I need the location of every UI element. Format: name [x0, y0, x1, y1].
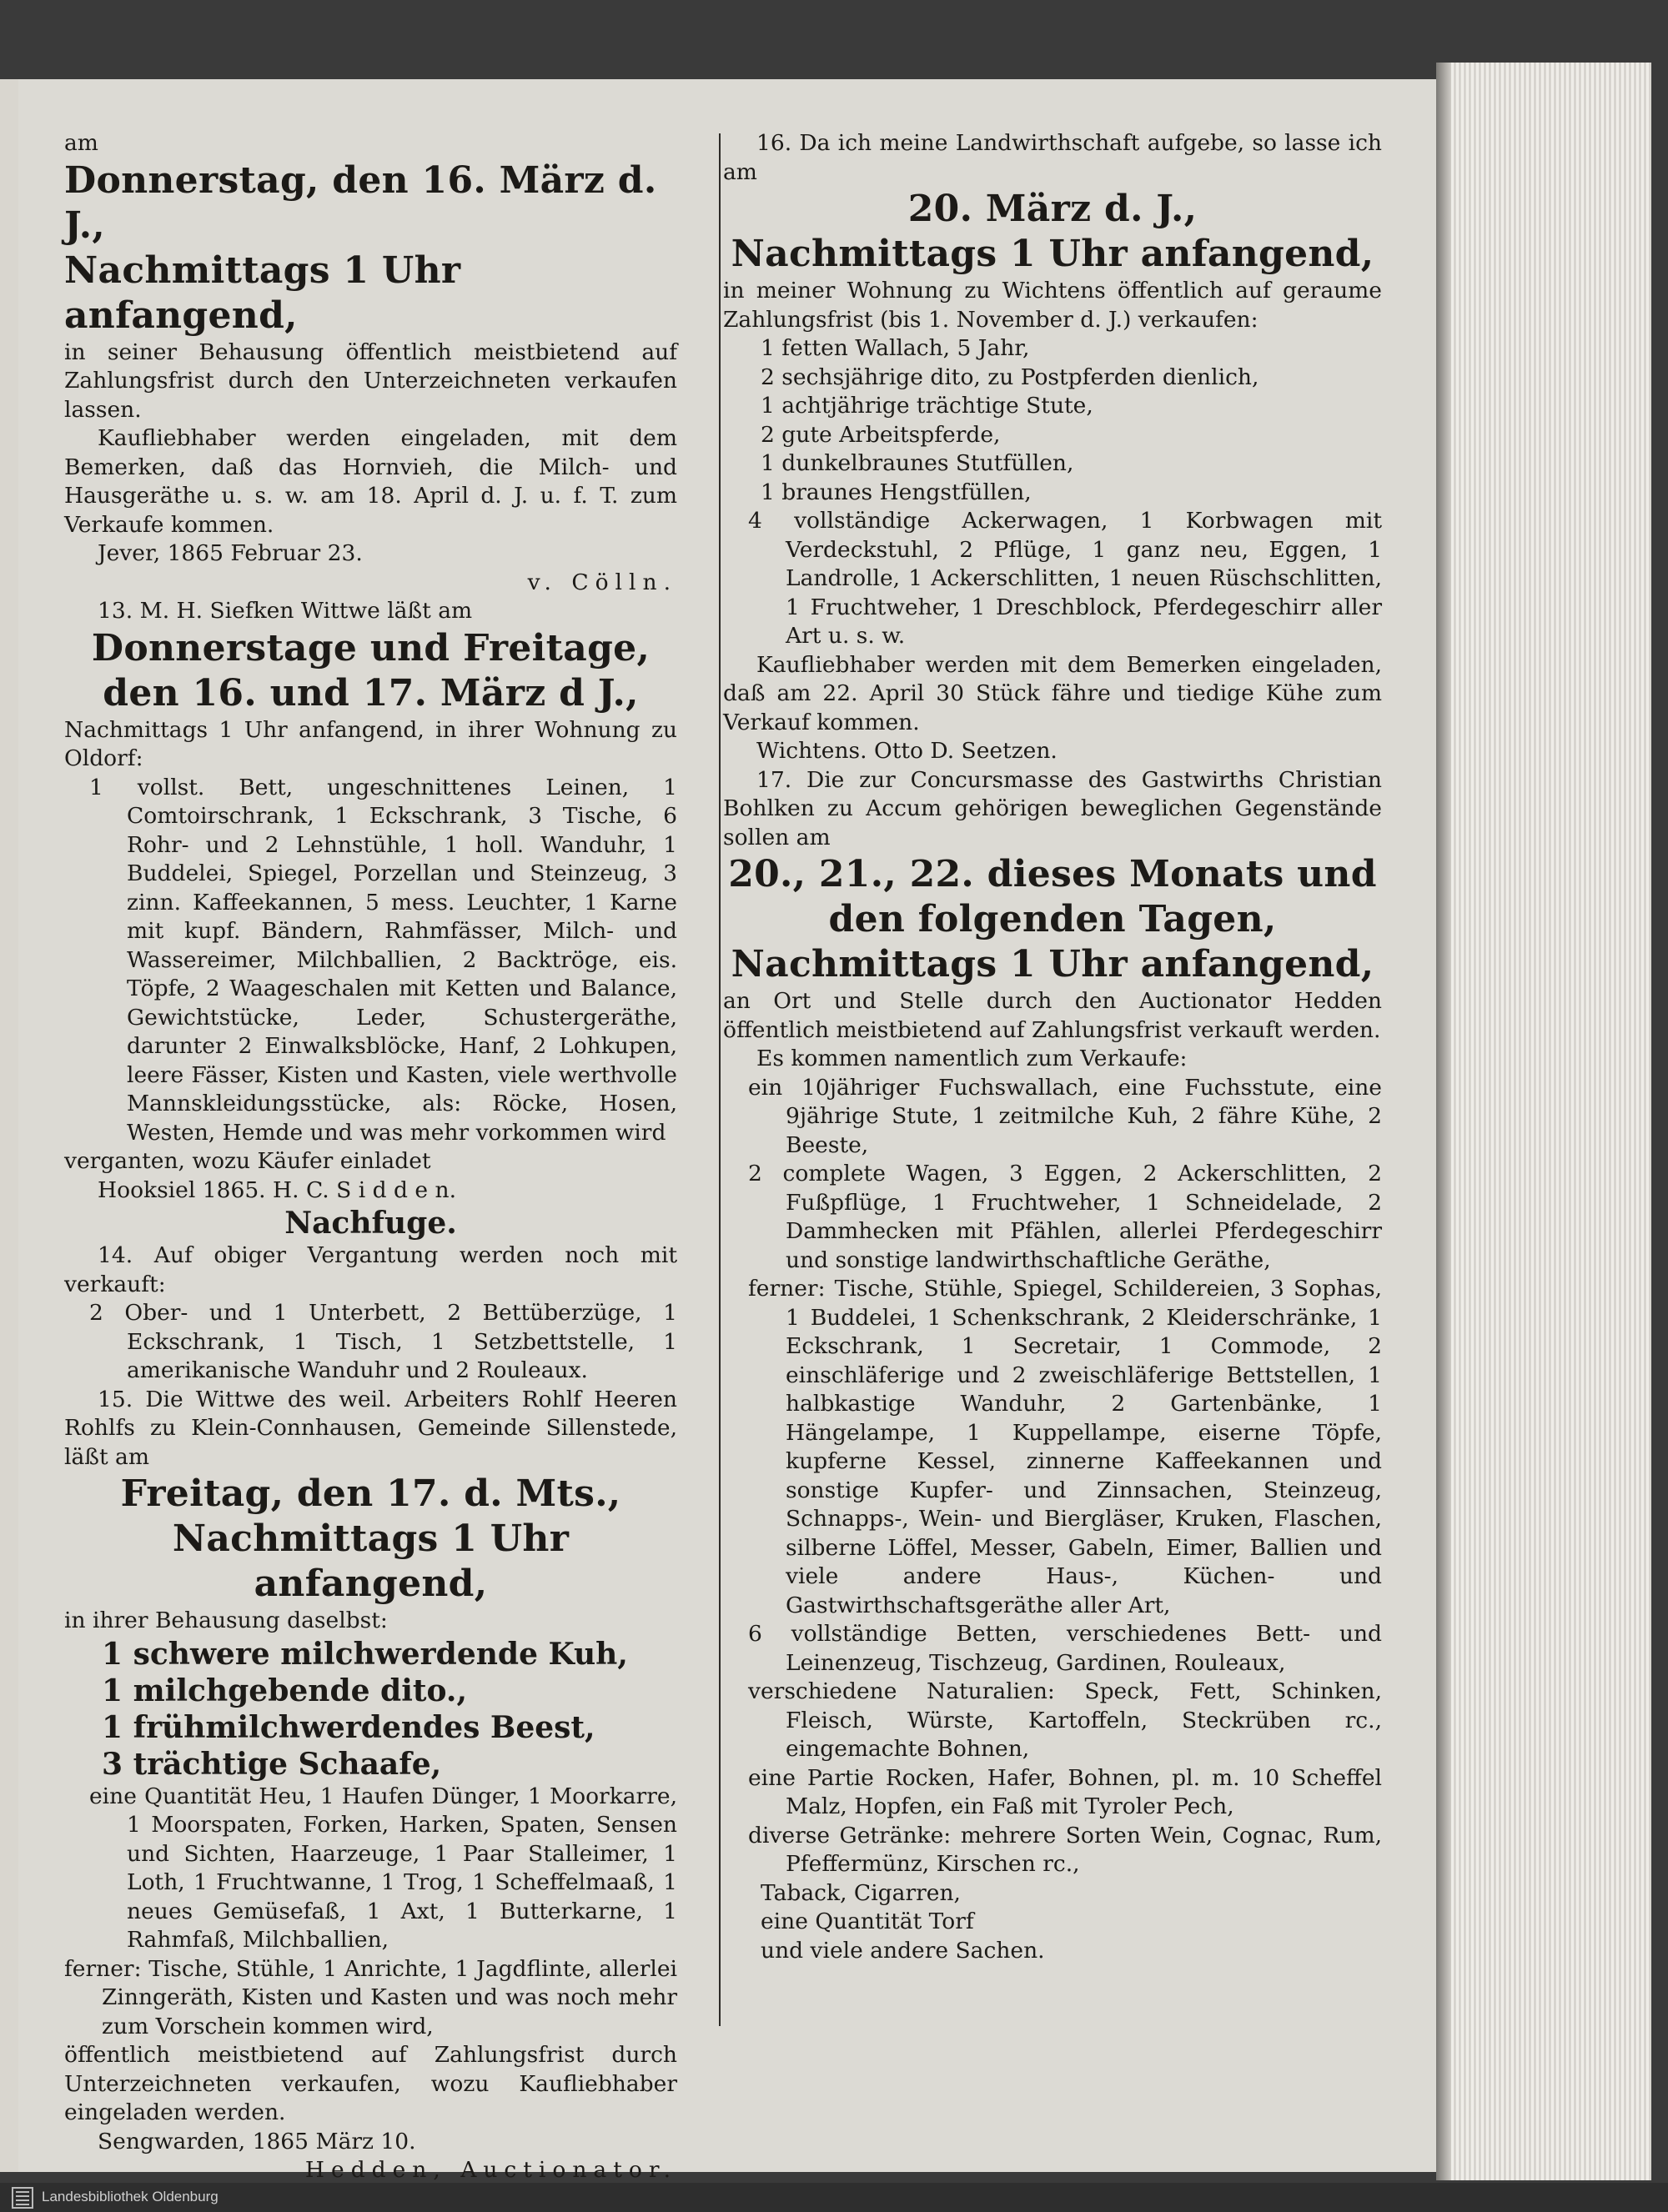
left-paragraph-19: in ihrer Behausung daselbst:: [64, 1608, 388, 1633]
right-paragraph-20: ferner: Tische, Stühle, Spiegel, Schildereien, 3 Sophas, 1 Buddelei, 1 Schenkschrank, 2 Kleiderschränke, 1 Eckschrank, 1 Secretair, 1 Commode, 2 einschläferige und 2 zweischläferige Bettstellen, 1 halbkastige Wanduhr, 2 Gartenbänke, 1 Hängelampe, 1 Kuppellampe, eiserne Töpfe, kupferne Kessel, zinnerne Kaffeekannen und sonstige Kupfer- und Zinnsachen, Steinzeug, Schnapps-, Wein- und Biergläser, Kruken, Flaschen, silberne Löffel, Messer, Gabeln, Eimer, Ballien und viele andere Haus-, Küchen- und Gastwirthschaftsgeräthe aller Art,: [748, 1276, 1382, 1618]
left-paragraph-1: am: [64, 130, 98, 156]
left-paragraph-11: 1 vollst. Bett, ungeschnittenes Leinen, 1 Comtoirschrank, 1 Eckschrank, 3 Tische, 6 Rohr- und 2 Lehnstühle, 1 holl. Wanduhr, 1 Buddelei, Spiegel, Porzellan und Steinzeug, 3 zinn. Kaffeekannen, 5 mess. Leuchter, 1 Karne mit kupf. Bändern, Rahmfässer, Milch- und Wassereimer, Milchballien, 2 Backtröge, eis. Töpfe, 2 Waageschalen mit Ketten und Balance, Gewichtstücke, Leder, Schustergeräthe, darunter 2 Einwalksblöcke, Hanf, 2 Lohkupen, leere Fässer, Kisten und Kasten, viele werthvolle Mannskleidungsstücke, als: Röcke, Hosen, Westen, Hemde und was mehr vorkommen wird: [89, 774, 677, 1146]
left-paragraph-14: Nachfuge.: [284, 1206, 457, 1241]
right-paragraph-19: 2 complete Wagen, 3 Eggen, 2 Ackerschlitten, 2 Fußpflüge, 1 Fruchtweher, 1 Schneidelade, 2 Dammhecken mit Pfählen, allerlei Pferdegeschirr und sonstige landwirthschaftliche Geräthe,: [748, 1161, 1382, 1273]
left-paragraph-26: öffentlich meistbietend auf Zahlungsfrist durch Unterzeichneten verkaufen, wozu Kaufliebhaber eingeladen werden.: [64, 2042, 677, 2125]
right-paragraph-21: 6 vollständige Betten, verschiedenes Bett- und Leinenzeug, Tischzeug, Gardinen, Rouleaux,: [748, 1621, 1382, 1676]
right-column: [723, 129, 1382, 1965]
right-paragraph-6: 2 sechsjährige dito, zu Postpferden dienlich,: [761, 364, 1259, 390]
right-paragraph-4: in meiner Wohnung zu Wichtens öffentlich auf geraume Zahlungsfrist (bis 1. November d. J.) verkaufen:: [723, 278, 1382, 333]
right-paragraph-9: 1 dunkelbraunes Stutfüllen,: [761, 450, 1074, 476]
right-paragraph-24: diverse Getränke: mehrere Sorten Wein, Cognac, Rum, Pfeffermünz, Kirschen rc.,: [748, 1822, 1382, 1877]
left-paragraph-18: Freitag, den 17. d. Mts., Nachmittags 1 Uhr anfangend,: [120, 1472, 621, 1605]
right-paragraph-16: an Ort und Stelle durch den Auctionator Hedden öffentlich meistbietend auf Zahlungsfrist verkauft werden.: [723, 988, 1382, 1043]
left-paragraph-15: 14. Auf obiger Vergantung werden noch mit verkauft:: [64, 1242, 677, 1297]
left-paragraph-5: Kaufliebhaber werden eingeladen, mit dem Bemerken, daß das Hornvieh, die Milch- und Hausgeräthe u. s. w. am 18. April d. J. u. f. T. zum Verkaufe kommen.: [64, 425, 677, 538]
left-paragraph-13: Hooksiel 1865. H. C. S i d d e n.: [98, 1176, 457, 1203]
left-paragraph-24: eine Quantität Heu, 1 Haufen Dünger, 1 Moorkarre, 1 Moorspaten, Forken, Harken, Spaten, Sensen und Sichten, Haarzeuge, 1 Paar Stalleimer, 1 Loth, 1 Fruchtwanne, 1 Trog, 1 Scheffelmaaß, 1 neues Gemüsefaß, 1 Axt, 1 Butterkarne, 1 Rahmfaß, Milchballien,: [89, 1783, 677, 1953]
right-paragraph-5: 1 fetten Wallach, 5 Jahr,: [761, 335, 1030, 361]
column-divider: [719, 133, 721, 2026]
left-paragraph-7: v. Cölln.: [527, 569, 677, 595]
left-paragraph-20: 1 schwere milchwerdende Kuh,: [102, 1636, 628, 1672]
right-paragraph-17: Es kommen namentlich zum Verkaufe:: [756, 1046, 1188, 1071]
left-column: [64, 129, 677, 2185]
right-paragraph-10: 1 braunes Hengstfüllen,: [761, 479, 1032, 505]
footer-bar: [0, 2183, 1668, 2212]
right-paragraph-15: 20., 21., 22. dieses Monats und den folgenden Tagen, Nachmittags 1 Uhr anfangend,: [728, 853, 1377, 986]
document-page: [18, 79, 1436, 2183]
left-paragraph-8: 13. M. H. Siefken Wittwe läßt am: [98, 598, 473, 624]
right-paragraph-23: eine Partie Rocken, Hafer, Bohnen, pl. m. 10 Scheffel Malz, Hopfen, ein Faß mit Tyroler Pech,: [748, 1764, 1382, 1819]
right-paragraph-3: Nachmittags 1 Uhr anfangend,: [731, 233, 1374, 275]
left-paragraph-4: in seiner Behausung öffentlich meistbietend auf Zahlungsfrist durch den Unterzeichneten verkaufen lassen.: [64, 339, 677, 423]
right-paragraph-2: 20. März d. J.,: [907, 188, 1198, 230]
right-paragraph-8: 2 gute Arbeitspferde,: [761, 421, 1001, 448]
left-paragraph-21: 1 milchgebende dito.,: [102, 1673, 467, 1708]
left-paragraph-3: Nachmittags 1 Uhr anfangend,: [64, 248, 461, 337]
left-paragraph-12: verganten, wozu Käufer einladet: [64, 1148, 431, 1174]
library-logo-icon: [12, 2187, 33, 2209]
book-page-edges: [1436, 63, 1651, 2180]
right-paragraph-1: 16. Da ich meine Landwirthschaft aufgebe, so lasse ich am: [723, 130, 1382, 185]
right-paragraph-11: 4 vollständige Ackerwagen, 1 Korbwagen mit Verdeckstuhl, 2 Pflüge, 1 ganz neu, Eggen, 1 Landrolle, 1 Ackerschlitten, 1 neuen Rüschschlitten, 1 Fruchtweher, 1 Dreschblock, Pferdegeschirr aller Art u. s. w.: [748, 508, 1382, 649]
right-paragraph-14: 17. Die zur Concursmasse des Gastwirths Christian Bohlken zu Accum gehörigen beweglichen Gegenstände sollen am: [723, 766, 1382, 850]
left-paragraph-16: 2 Ober- und 1 Unterbett, 2 Bettüberzüge, 1 Eckschrank, 1 Tisch, 1 Setzbettstelle, 1 amerikanische Wanduhr und 2 Rouleaux.: [89, 1300, 677, 1383]
left-paragraph-23: 3 trächtige Schaafe,: [102, 1746, 442, 1782]
library-name: Landesbibliothek Oldenburg: [42, 2189, 219, 2204]
right-paragraph-13: Wichtens. Otto D. Seetzen.: [756, 738, 1058, 764]
left-paragraph-9: Donnerstage und Freitage, den 16. und 17. März d J.,: [91, 626, 651, 715]
right-paragraph-7: 1 achtjährige trächtige Stute,: [761, 393, 1093, 419]
right-paragraph-18: ein 10jähriger Fuchswallach, eine Fuchsstute, eine 9jährige Stute, 1 zeitmilche Kuh, 2 fähre Kühe, 2 Beeste,: [748, 1074, 1382, 1158]
right-paragraph-26: eine Quantität Torf: [761, 1909, 974, 1934]
right-paragraph-12: Kaufliebhaber werden mit dem Bemerken eingeladen, daß am 22. April 30 Stück fähre und tiedige Kühe zum Verkauf kommen.: [723, 651, 1382, 735]
left-paragraph-28: Hedden, Auctionator.: [304, 2157, 677, 2183]
left-paragraph-2: Donnerstag, den 16. März d. J.,: [64, 158, 657, 247]
left-paragraph-27: Sengwarden, 1865 März 10.: [98, 2128, 416, 2154]
left-paragraph-17: 15. Die Wittwe des weil. Arbeiters Rohlf Heeren Rohlfs zu Klein-Connhausen, Gemeinde Sillenstede, läßt am: [64, 1386, 677, 1470]
left-paragraph-25: ferner: Tische, Stühle, 1 Anrichte, 1 Jagdflinte, allerlei Zinngeräth, Kisten und Kasten und was noch mehr zum Vorschein kommen wird,: [64, 1955, 677, 2039]
right-paragraph-27: und viele andere Sachen.: [761, 1937, 1045, 1964]
right-paragraph-22: verschiedene Naturalien: Speck, Fett, Schinken, Fleisch, Würste, Kartoffeln, Steckrüben rc., eingemachte Bohnen,: [748, 1678, 1382, 1762]
right-paragraph-25: Taback, Cigarren,: [761, 1879, 961, 1906]
left-paragraph-10: Nachmittags 1 Uhr anfangend, in ihrer Wohnung zu Oldorf:: [64, 716, 677, 771]
left-paragraph-6: Jever, 1865 Februar 23.: [98, 540, 363, 566]
left-paragraph-22: 1 frühmilchwerdendes Beest,: [102, 1709, 595, 1745]
